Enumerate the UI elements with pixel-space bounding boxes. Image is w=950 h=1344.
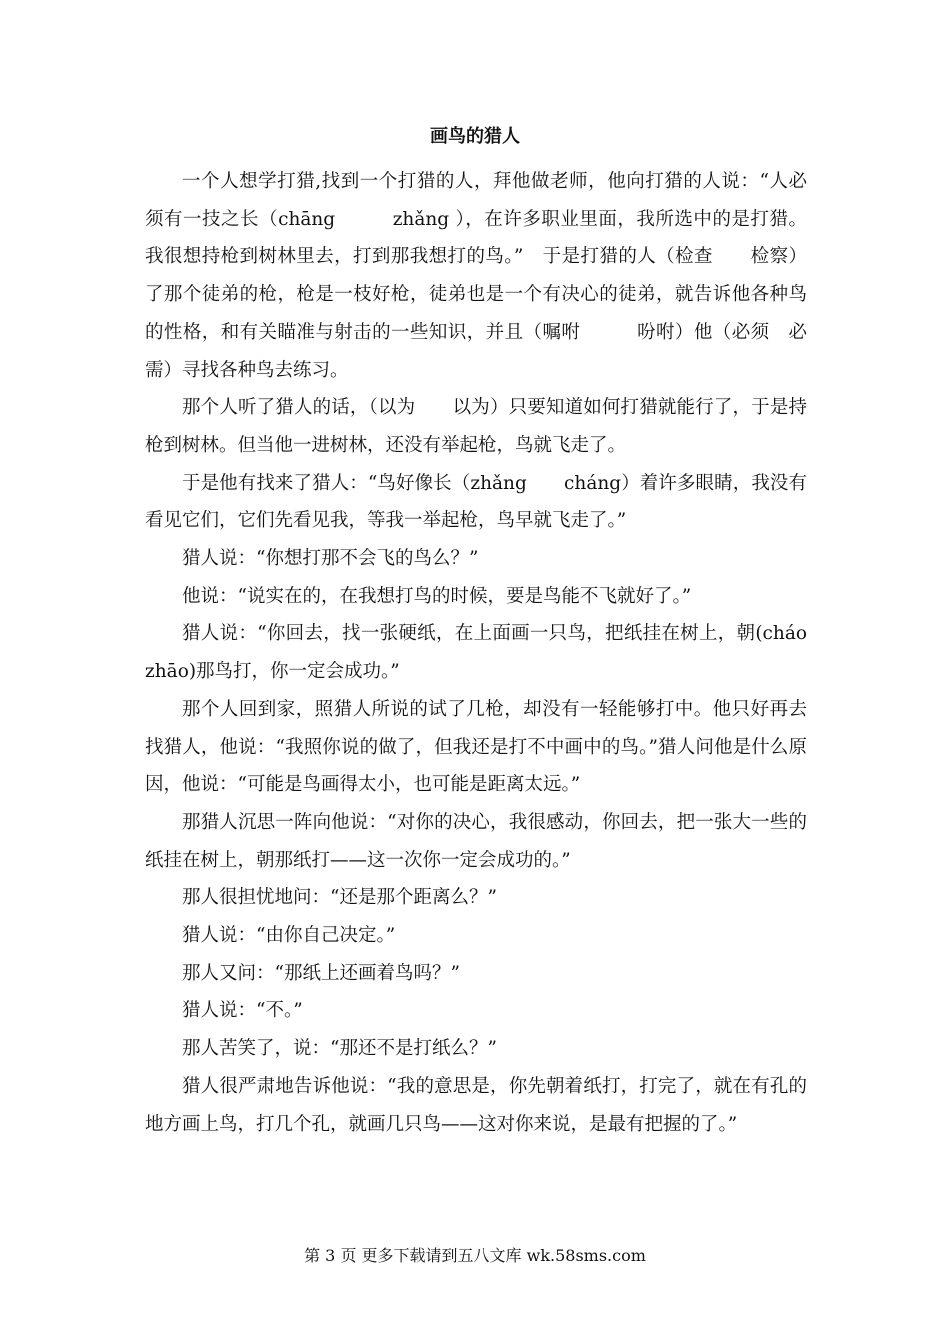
paragraph-4: 猎人说：“你想打那不会飞的鸟么？”: [182, 548, 479, 570]
document-title: 画鸟的猎人: [430, 126, 520, 147]
paragraph-3: 于是他有找来了猎人：“鸟好像长（zhǎng cháng）着许多眼睛，我没有看见它们，它们先看见我，等我一举起枪，鸟早就飞走了。”: [145, 472, 807, 532]
document-body: [145, 163, 845, 1143]
paragraph-2: 那个人听了猎人的话，（以为 以为）只要知道如何打猎就能行了，于是持枪到树林。但当他一进树林，还没有举起枪，鸟就飞走了。: [145, 397, 807, 456]
paragraph-10: 猎人说：“由你自己决定。”: [182, 925, 396, 947]
page-footer: 第 3 页 更多下载请到五八文库 wk.58sms.com: [304, 1246, 646, 1265]
paragraph-1: 一个人想学打猎,找到一个打猎的人，拜他做老师，他向打猎的人说：“人必须有一技之长（chāng zhǎng ），在许多职业里面，我所选中的是打猎。我很想持枪到树林里去，打到那我想打的鸟。” 于是打猎的人（检查 检察）了那个徒弟的枪，枪是一枝好枪，徒弟也是一个有决心的徒弟，就告诉他各种鸟的性格，和有关瞄准与射击的一些知识，并且（嘱咐 吩咐）他（必须 必需）寻找各种鸟去练习。: [145, 171, 807, 381]
paragraph-14: 猎人很严肃地告诉他说：“我的意思是，你先朝着纸打，打完了，就在有孔的地方画上鸟，打几个孔，就画几只鸟——这对你来说，是最有把握的了。”: [145, 1075, 807, 1135]
paragraph-11: 那人又问：“那纸上还画着鸟吗？”: [182, 962, 460, 984]
paragraph-9: 那人很担忧地问：“还是那个距离么？”: [182, 887, 497, 909]
paragraph-5: 他说：“说实在的，在我想打鸟的时候，要是鸟能不飞就好了。”: [182, 585, 692, 607]
paragraph-13: 那人苦笑了，说：“那还不是打纸么？”: [182, 1038, 497, 1060]
paragraph-8: 那猎人沉思一阵向他说：“对你的决心，我很感动，你回去，把一张大一些的纸挂在树上，朝那纸打——这一次你一定会成功的。”: [145, 811, 807, 871]
paragraph-7: 那个人回到家，照猎人所说的试了几枪，却没有一轻能够打中。他只好再去找猎人，他说：“我照你说的做了，但我还是打不中画中的鸟。”猎人问他是什么原因，他说：“可能是鸟画得太小，也可能是距离太远。”: [145, 698, 807, 796]
paragraph-12: 猎人说：“不。”: [182, 1000, 303, 1022]
paragraph-6: 猎人说：“你回去，找一张硬纸，在上面画一只鸟，把纸挂在树上，朝(cháo zhāo)那鸟打，你一定会成功。”: [145, 623, 845, 683]
